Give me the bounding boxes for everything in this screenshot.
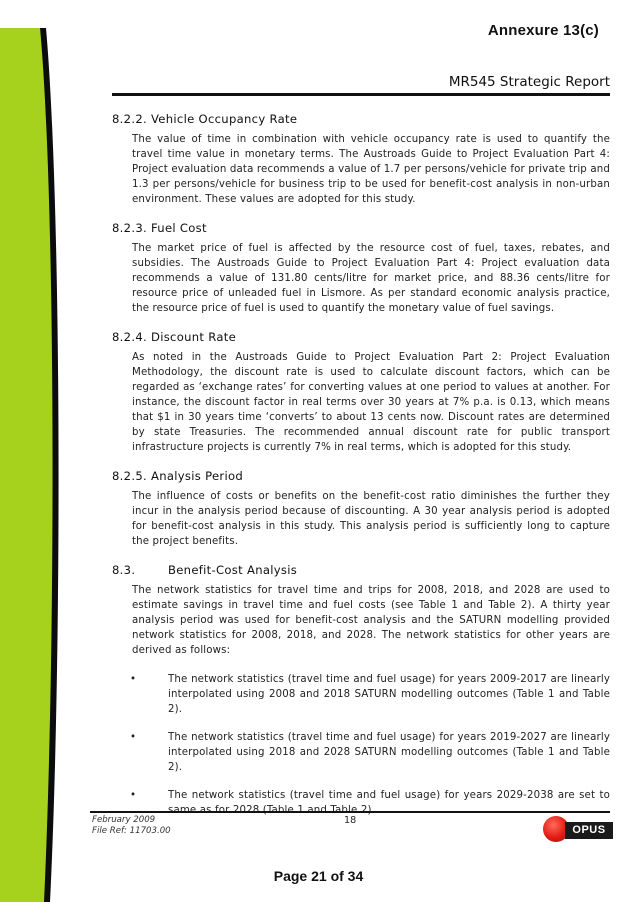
footer-file-ref: File Ref: 11703.00: [92, 826, 171, 836]
opus-logo: [543, 816, 613, 842]
bullet-icon: •: [130, 790, 137, 801]
header-rule: [112, 93, 610, 96]
list-item-text: The network statistics (travel time and fuel usage) for years 2009-2017 are linearly interpolated using 2008 and 2018 SATURN modelling outcomes (Table 1 and Table 2).: [168, 674, 610, 715]
section-heading: 8.2.2. Vehicle Occupancy Rate: [112, 112, 298, 126]
list-item: [130, 730, 610, 775]
section-benefit-cost-analysis: [112, 563, 610, 818]
section-discount-rate: [112, 330, 610, 455]
list-item-text: The network statistics (travel time and fuel usage) for years 2029-2038 are set to: [168, 790, 610, 801]
bullet-list: [112, 672, 610, 818]
left-margin-band: [0, 0, 60, 902]
section-fuel-cost: [112, 221, 610, 316]
footer-rule: [90, 811, 610, 813]
section-paragraph: The influence of costs or benefits on the benefit-cost ratio diminishes the further they incur in the analysis period because of discounting. A 30 year analysis period is adopted for benefit-cost analysis in this study. This analysis period is sufficiently long to capture the project benefits.: [132, 491, 610, 547]
list-item-text: The network statistics (travel time and fuel usage) for years 2019-2027 are linearly interpolated using 2018 and 2028 SATURN modelling outcomes (Table 1 and Table 2).: [168, 732, 610, 773]
list-item: [130, 672, 610, 717]
section-heading: 8.2.3. Fuel Cost: [112, 221, 207, 235]
section-heading: 8.2.5. Analysis Period: [112, 469, 244, 483]
document-body: [112, 112, 610, 831]
footer-date: February 2009: [92, 815, 156, 825]
section-heading: 8.2.4. Discount Rate: [112, 330, 237, 344]
section-heading: [112, 563, 610, 577]
bullet-icon: •: [130, 732, 137, 743]
green-band-shape: [0, 28, 54, 902]
list-item: [130, 788, 610, 818]
report-title: MR545 Strategic Report: [448, 74, 610, 90]
section-paragraph: The network statistics for travel time and trips for 2008, 2018, and 2028 are used to estimate savings in travel time and fuel costs (see Table 1 and Table 2). A thirty year analysis period was used for benefit-cost analysis and the SATURN modelling provided network statistics for 2008, 2018, and 2028. The network statistics for other years are derived as follows:: [132, 585, 610, 656]
section-paragraph: The value of time in combination with vehicle occupancy rate is used to quantify the travel time value in monetary terms. The Austroads Guide to Project Evaluation Part 4: Project evaluation data recommends a value of 1.7 per persons/vehicle for private trip and 1.3 per persons/vehicle for business trip to be used for benefit-cost analysis in non-urban environment. These values are adopted for this study.: [132, 134, 610, 205]
section-analysis-period: [112, 469, 610, 549]
bullet-icon: •: [130, 674, 137, 685]
section-paragraph: The market price of fuel is affected by the resource cost of fuel, taxes, rebates, and subsidies. The Austroads Guide to Project Evaluation Part 4: Project evaluation data recommends a value of 131.80 cents/litre for market price, and 88.36 cents/litre for resource price of unleaded fuel in Lismore. As per standard economic analysis practice, the resource price of fuel is used to quantify the monetary value of fuel savings.: [132, 243, 610, 314]
section-vehicle-occupancy: [112, 112, 610, 207]
footer-page-number: 18: [344, 815, 357, 826]
logo-wordmark: OPUS: [565, 822, 613, 839]
section-number: 8.3.: [112, 563, 136, 577]
page-count-label: Page 21 of 34: [273, 868, 364, 884]
section-paragraph: As noted in the Austroads Guide to Project Evaluation Part 2: Project Evaluation Methodology, the discount rate is used to calculate discount factors, which can be regarded as ‘exchange rates’ for converting values at one period to values at another. For instance, the discount factor in real terms over 30 years at 7% p.a. is 0.13, which means that $1 in 30 years time ‘converts’ to about 13 cents now. Discount rates are determined by state Treasuries. The recommended annual discount rate for public transport infrastructure projects is currently 7% in real terms, which is adopted for this study.: [132, 352, 610, 453]
section-title: Benefit-Cost Analysis: [168, 563, 298, 577]
annexure-label: Annexure 13(c): [487, 22, 599, 39]
